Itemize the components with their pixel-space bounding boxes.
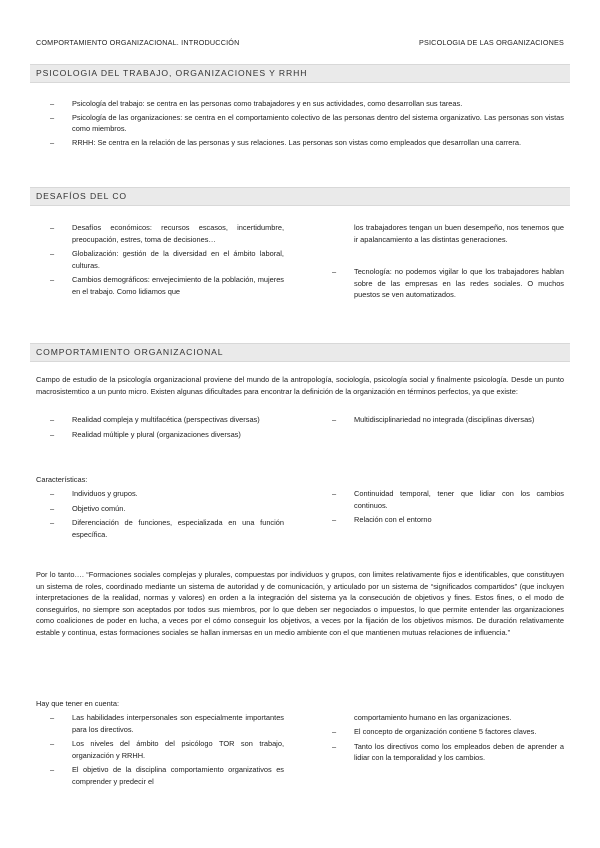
list-item: – Psicología del trabajo: se centra en las personas como trabajadores y en sus actividades, como desarrollan sus tareas. [36,98,564,110]
sec3-right-list [318,414,564,426]
list-item: – Diferenciación de funciones, especializada en una función específica. [36,517,284,540]
list-item: – Globalización: gestión de la diversidad en el ámbito laboral, culturas. [36,248,284,271]
sec3-intro: Campo de estudio de la psicología organizacional proviene del mundo de la antropología, sociología, psicología social y finalmente psicología. Desde un punto macrosistemtico a un punto micro. Existen algunas dificultades para encontrar la definición de la organización en términos perfectos, ya que existe: [36,375,564,396]
list-item: – Objetivo común. [36,503,284,515]
list-item: – El objetivo de la disciplina comportamiento organizativos es comprender y predecir el [36,764,284,787]
note-left-list [36,712,284,791]
list-item: – Tecnología: no podemos vigilar lo que los trabajadores hablan sobre de las empresas en las redes sociales. O muchos puestos se ven automatizados. [318,266,564,301]
note-right-continuation: comportamiento humano en las organizaciones. [354,713,512,722]
note-label: Hay que tener en cuenta: [36,699,119,708]
list-item: – Psicología de las organizaciones: se centra en el comportamiento colectivo de las personas dentro del sistema organizativo. Las personas son vistas como miembros. [36,112,564,135]
sec1-list [36,98,564,148]
list-item: – Las habilidades interpersonales son especialmente importantes para los directivos. [36,712,284,735]
list-item: – Cambios demográficos: envejecimiento de la población, mujeres en el trabajo. Como lidiamos que [36,274,284,297]
page-header [36,38,564,47]
sec2-right-list [318,266,564,301]
sec2-left-list [36,222,284,301]
list-item: – Realidad múltiple y plural (organizaciones diversas) [36,429,284,441]
section-title-comportamiento: COMPORTAMIENTO ORGANIZACIONAL [30,343,570,362]
definition-paragraph: Por lo tanto…. “Formaciones sociales complejas y plurales, compuestas por individuos y grupos, con limites relativamente fijos e identificables, que constituyen un sistema de roles, coordinado mediante un sistema de autoridad y de comunicación, y articulado por un sistema de “significados compartidos” (que incluyen interpretaciones de la realidad, normas y valores) en orden a la integración del sistema ya la consecución de objetivos y fines. Estos fines, o el modo de conseguirlos, no siempre son aceptados por todos sus miembros, por lo que deben ser negociados o impuestos, lo que permite entender las organizaciones como coaliciones de poder en lucha, a veces por el cómo conseguir los objetivos, a veces por la fijación de los objetivos mismos. De duración relativamente estable y continua, estas formaciones sociales se hallan inmersas en un medio ambiente con el que mantienen mutuas relaciones de influencia.” [36,570,564,637]
characteristics-label: Características: [36,475,88,484]
list-item: – Individuos y grupos. [36,488,284,500]
list-item: – Realidad compleja y multifacética (perspectivas diversas) [36,414,284,426]
list-item: – El concepto de organización contiene 5 factores claves. [318,726,564,738]
characteristics-left-list [36,488,284,543]
sec2-right-continuation: los trabajadores tengan un buen desempeño, nos tenemos que ir apalancamiento a las distintas generaciones. [354,223,564,244]
section-title-psicologia: PSICOLOGIA DEL TRABAJO, ORGANIZACIONES Y RRHH [30,64,570,83]
list-item: – Multidisciplinariedad no integrada (disciplinas diversas) [318,414,564,426]
section-title-desafios: DESAFÍOS DEL CO [30,187,570,206]
list-item: – Desafíos económicos: recursos escasos, incertidumbre, preocupación, estres, toma de decisiones… [36,222,284,245]
list-item: – RRHH: Se centra en la relación de las personas y sus relaciones. Las personas son vistas como empleados que desarrollan una carrera. [36,137,564,149]
list-item: – Continuidad temporal, tener que lidiar con los cambios continuos. [318,488,564,511]
note-right-list [318,726,564,767]
list-item: – Los niveles del ámbito del psicólogo TOR son trabajo, organización y RRHH. [36,738,284,761]
list-item: – Tanto los directivos como los empleados deben de aprender a lidiar con la temporalidad y los cambios. [318,741,564,764]
sec3-left-list [36,414,284,443]
list-item: – Relación con el entorno [318,514,564,526]
header-right: PSICOLOGIA DE LAS ORGANIZACIONES [419,38,564,47]
header-left: COMPORTAMIENTO ORGANIZACIONAL. INTRODUCCIÓN [36,38,240,47]
characteristics-right-list [318,488,564,529]
